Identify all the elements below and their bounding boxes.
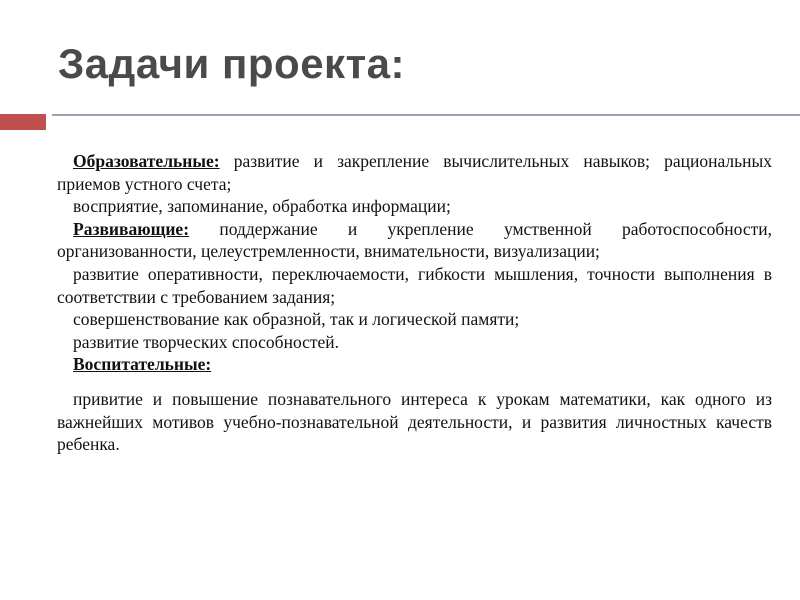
educational-text: развитие и закрепление вычислительных навыков; рациональных приемов устного счета; xyxy=(57,151,772,194)
upbringing-label: Воспитательные: xyxy=(73,354,212,375)
accent-bar xyxy=(0,114,46,130)
upbringing-heading xyxy=(57,353,772,376)
developing-paragraph xyxy=(57,218,772,263)
title-divider xyxy=(52,114,800,116)
educational-paragraph xyxy=(57,150,772,195)
developing-item-3: совершенствование как образной, так и логической памяти; xyxy=(73,309,520,330)
educational-label: Образовательные: xyxy=(73,151,220,171)
educational-item-2: восприятие, запоминание, обработка информации; xyxy=(73,196,451,217)
developing-item-4: развитие творческих способностей. xyxy=(73,331,340,352)
slide-title: Задачи проекта: xyxy=(58,40,405,87)
developing-text: поддержание и укрепление умственной работоспособности, организованности, целеустремленности, внимательности, визуализации; xyxy=(57,218,772,262)
slide-body xyxy=(57,150,772,456)
developing-label: Развивающие: xyxy=(73,218,190,239)
upbringing-paragraph: привитие и повышение познавательного интереса к урокам математики, как одного из важнейших мотивов учебно-познавательной деятельности, и развития личностных качеств ребенка. xyxy=(57,388,772,455)
spacer xyxy=(57,376,772,388)
developing-item-2: развитие оперативности, переключаемости, гибкости мышления, точности выполнения в соответствии с требованием задания; xyxy=(57,263,772,307)
